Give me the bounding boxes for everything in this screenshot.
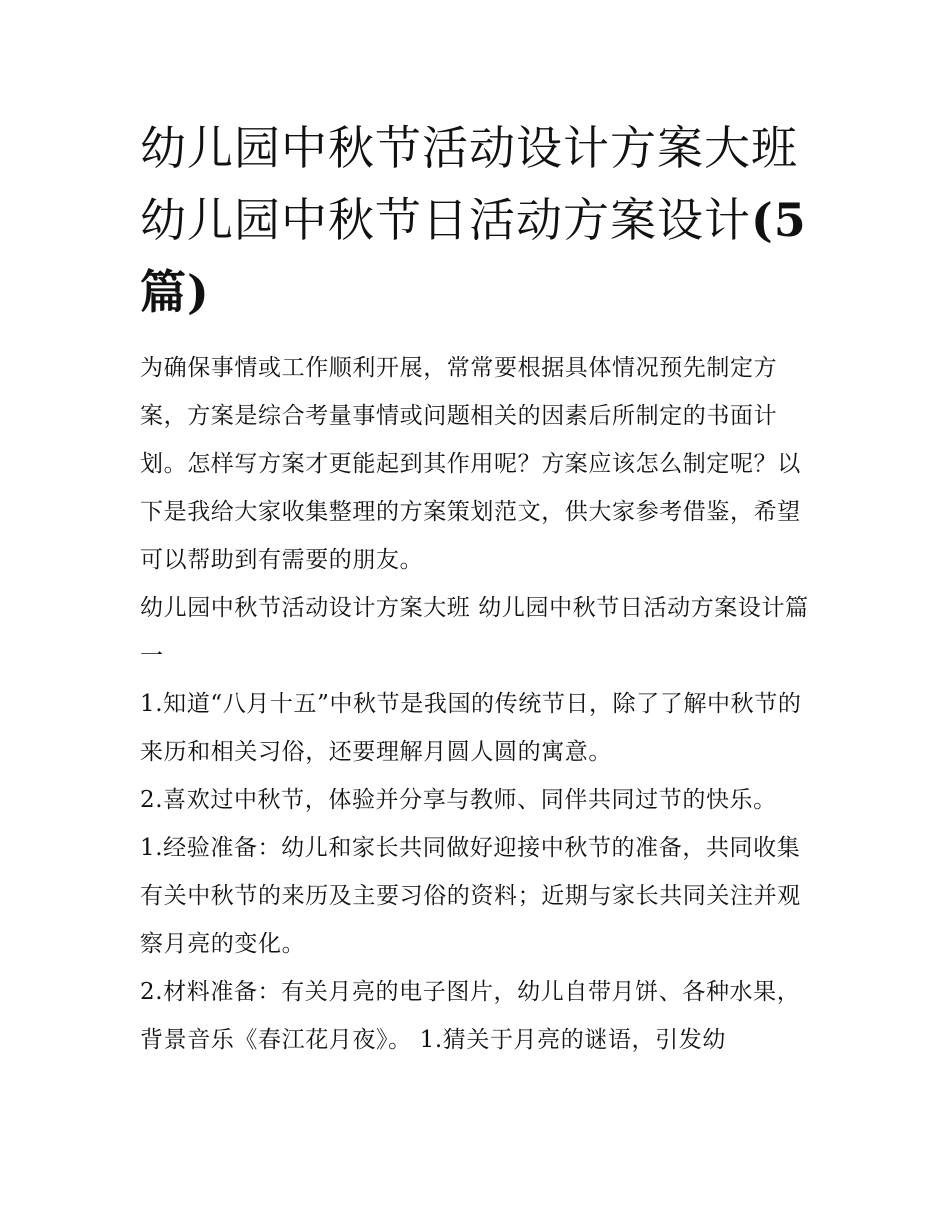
goal-item-2: 2.喜欢过中秋节，体验并分享与教师、同伴共同过节的快乐。	[140, 787, 777, 813]
preparation-item-2: 2.材料准备：有关月亮的电子图片，幼儿自带月饼、各种水果，背景音乐《春江花月夜》。 1.猜关于月亮的谜语，引发幼	[140, 979, 801, 1053]
goal-item-1: 1.知道“八月十五”中秋节是我国的传统节日，除了了解中秋节的来历和相关习俗，还要理解月圆人圆的寓意。	[140, 691, 802, 765]
document-title-suffix: (5篇)	[140, 193, 807, 319]
preparation-item-1: 1.经验准备：幼儿和家长共同做好迎接中秋节的准备，共同收集有关中秋节的来历及主要习俗的资料；近期与家长共同关注并观察月亮的变化。	[140, 835, 801, 957]
intro-paragraph: 为确保事情或工作顺利开展，常常要根据具体情况预先制定方案，方案是综合考量事情或问题相关的因素后所制定的书面计划。怎样写方案才更能起到其作用呢？方案应该怎么制定呢？以下是我给大家收集整理的方案策划范文，供大家参考借鉴，希望可以帮助到有需要的朋友。	[140, 355, 801, 573]
document-title	[140, 112, 815, 328]
section-heading: 幼儿园中秋节活动设计方案大班 幼儿园中秋节日活动方案设计篇一	[140, 595, 809, 669]
document-page	[140, 112, 815, 1064]
document-title-main: 幼儿园中秋节活动设计方案大班 幼儿园中秋节日活动方案设计	[140, 121, 798, 247]
